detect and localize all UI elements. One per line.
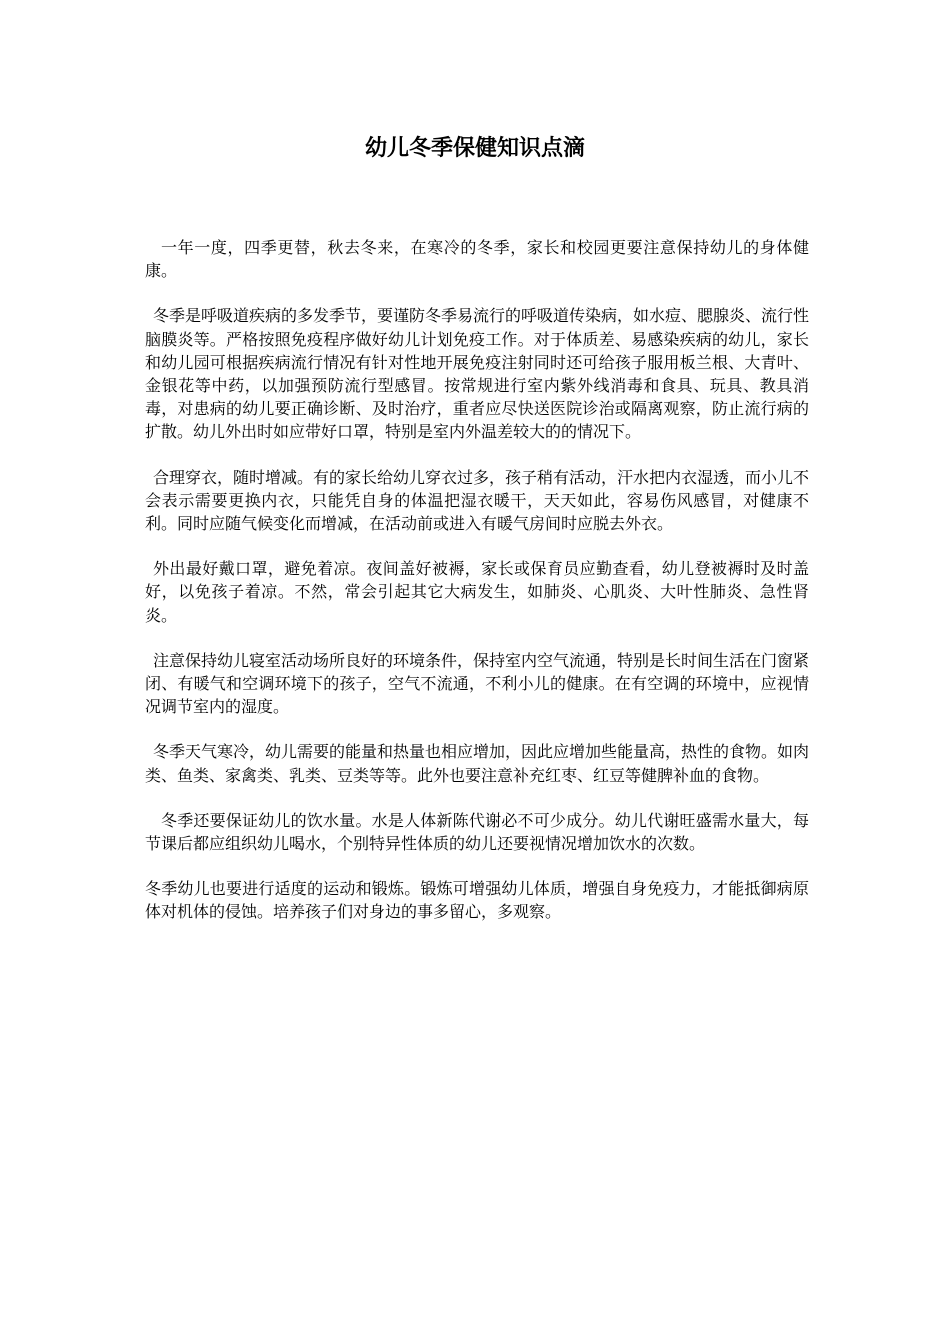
paragraph-mask-and-bedding: 外出最好戴口罩，避免着凉。夜间盖好被褥，家长或保育员应勤查看，幼儿登被褥时及时盖好，以免孩子着凉。不然，常会引起其它大病发生，如肺炎、心肌炎、大叶性肺炎、急性肾炎。 (145, 559, 809, 625)
paragraph-environment: 注意保持幼儿寝室活动场所良好的环境条件，保持室内空气流通，特别是长时间生活在门窗紧闭、有暖气和空调环境下的孩子，空气不流通，不利小儿的健康。在有空调的环境中，应视情况调节室内的湿度。 (145, 650, 810, 717)
paragraph-intro: 一年一度，四季更替，秋去冬来，在寒冷的冬季，家长和校园更要注意保持幼儿的身体健康。 (145, 238, 809, 281)
paragraph-diet: 冬季天气寒冷，幼儿需要的能量和热量也相应增加，因此应增加些能量高，热性的食物。如肉类、鱼类、家禽类、乳类、豆类等等。此外也要注意补充红枣、红豆等健脾补血的食物。 (145, 742, 810, 785)
paragraph-water-intake: 冬季还要保证幼儿的饮水量。水是人体新陈代谢必不可少成分。幼儿代谢旺盛需水量大，每节课后都应组织幼儿喝水，个别特异性体质的幼儿还要视情况增加饮水的次数。 (145, 810, 809, 854)
paragraph-respiratory-disease: 冬季是呼吸道疾病的多发季节，要谨防冬季易流行的呼吸道传染病，如水痘、腮腺炎、流行性脑膜炎等。严格按照免疫程序做好幼儿计划免疫工作。对于体质差、易感染疾病的幼儿，家长和幼儿园可根据疾病流行情况有针对性地开展免疫注射同时还可给孩子服用板兰根、大青叶、金银花等中药，以加强预防流行型感冒。按常规进行室内紫外线消毒和食具、玩具、教具消毒，对患病的幼儿要正确诊断、及时治疗，重者应尽快送医院诊治或隔离观察，防止流行病的扩散。幼儿外出时如应带好口罩，特别是室内外温差较大的的情况下。 (145, 306, 810, 442)
paragraph-clothing: 合理穿衣，随时增减。有的家长给幼儿穿衣过多，孩子稍有活动，汗水把内衣湿透，而小儿不会表示需要更换内衣，只能凭自身的体温把湿衣暖干，天天如此，容易伤风感冒，对健康不利。同时应随气候变化而增减，在活动前或进入有暖气房间时应脱去外衣。 (145, 467, 810, 534)
document-title: 幼儿冬季保健知识点滴 (364, 135, 585, 161)
paragraph-exercise: 冬季幼儿也要进行适度的运动和锻炼。锻炼可增强幼儿体质，增强自身免疫力，才能抵御病原体对机体的侵蚀。培养孩子们对身边的事多留心，多观察。 (145, 879, 809, 922)
document-body (145, 236, 809, 946)
